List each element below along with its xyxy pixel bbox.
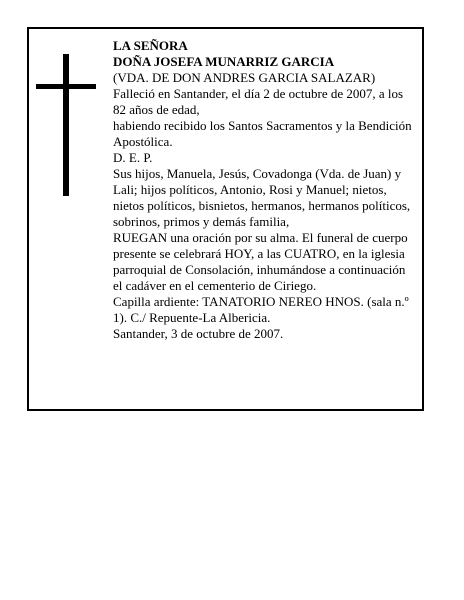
- family-list: Sus hijos, Manuela, Jesús, Covadonga (Vda. de Juan) y Lali; hijos políticos, Antonio, Rosi y Manuel; nietos, nietos políticos, bisnietos, hermanos, hermanos políticos, sobrinos, primos y demás familia,: [113, 166, 411, 229]
- chapel-info: Capilla ardiente: TANATORIO NEREO HNOS. (sala n.º 1). C./ Repuente-La Albericia.: [113, 294, 409, 325]
- sacraments-line: habiendo recibido los Santos Sacramentos y la Bendición Apostólica.: [113, 118, 412, 149]
- widow-of-line: (VDA. DE DON ANDRES GARCIA SALAZAR): [113, 70, 376, 85]
- funeral-request: RUEGAN una oración por su alma. El funeral de cuerpo presente se celebrará HOY, a las CUATRO, en la iglesia parroquial de Consolación, inhumándose a continuación el cadáver en el cementerio de Ciriego.: [113, 230, 408, 293]
- place-date: Santander, 3 de octubre de 2007.: [113, 326, 284, 341]
- dep-line: D. E. P.: [113, 150, 153, 165]
- cross-horizontal-bar: [36, 84, 96, 89]
- cross-vertical-bar: [63, 54, 69, 196]
- notice-title: LA SEÑORA: [113, 38, 188, 53]
- death-details: Falleció en Santander, el día 2 de octubre de 2007, a los 82 años de edad,: [113, 86, 404, 117]
- obituary-text: [113, 38, 413, 342]
- cross-icon: [36, 54, 96, 196]
- deceased-name: DOÑA JOSEFA MUNARRIZ GARCIA: [113, 54, 335, 69]
